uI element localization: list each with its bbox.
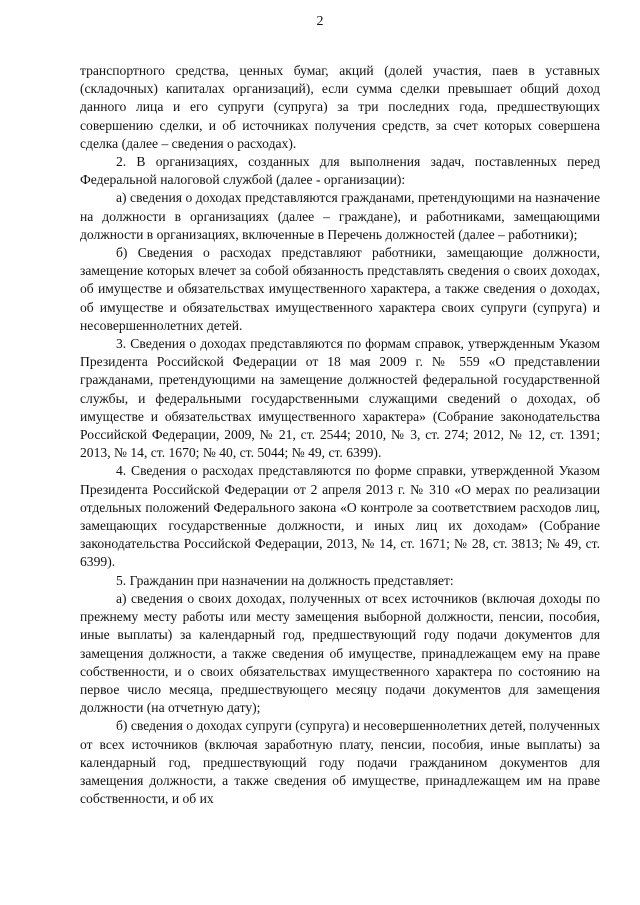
paragraph-item-5a: а) сведения о своих доходах, полученных от всех источников (включая доходы по прежнему месту работы или месту замещения выборной должности, пенсии, пособия, иные выплаты) за календарный год, предшествующий году подачи документов для замещения должности, а также сведения об имуществе, принадлежащем ему на праве собственности, и о своих обязательствах имущественного характера по состоянию на первое число месяца, предшествующего месяцу подачи документов для замещения должности (на отчетную дату);: [80, 590, 600, 716]
document-body: [80, 62, 600, 808]
paragraph-item-2: 2. В организациях, созданных для выполнения задач, поставленных перед Федеральной налоговой службой (далее - организации):: [80, 154, 600, 188]
paragraph-item-3: 3. Сведения о доходах представляются по формам справок, утвержденным Указом Президента Российской Федерации от 18 мая 2009 г. № 559 «О представлении гражданами, претендующими на замещение должностей федеральной государственной службы, и федеральными государственными служащими сведений о доходах, об имуществе и обязательствах имущественного характера» (Собрание законодательства Российской Федерации, 2009, № 21, ст. 2544; 2010, № 3, ст. 274; 2012, № 12, ст. 1391; 2013, № 14, ст. 1670; № 40, ст. 5044; № 49, ст. 6399).: [80, 336, 600, 461]
paragraph-item-5b: б) сведения о доходах супруги (супруга) и несовершеннолетних детей, полученных от всех источников (включая заработную плату, пенсии, пособия, иные выплаты) за календарный год, предшествующий году подачи гражданином документов для замещения должности, а также сведения об имуществе, принадлежащем им на праве собственности, и об их: [80, 718, 600, 807]
paragraph-item-2b: б) Сведения о расходах представляют работники, замещающие должности, замещение которых влечет за собой обязанность представлять сведения о своих доходах, об имуществе и обязательствах имущественного характера, а также сведения о доходах, об имуществе и обязательствах имущественного характера своих супруги (супруга) и несовершеннолетних детей.: [80, 245, 600, 333]
paragraph-item-2a: а) сведения о доходах представляются гражданами, претендующими на назначение на должности в организациях (далее – граждане), и работниками, замещающими должности в организациях, включенные в Перечень должностей (далее – работники);: [80, 190, 600, 242]
paragraph-item-5: 5. Гражданин при назначении на должность представляет:: [116, 572, 454, 588]
paragraph-continuation: транспортного средства, ценных бумаг, акций (долей участия, паев в уставных (складочных) капиталах организаций), если сумма сделки превышает общий доход данного лица и его супруги (супруга) за три последних года, предшествующих совершению сделки, и об источниках получения средств, за счет которых совершена сделка (далее – сведения о расходах).: [80, 63, 600, 151]
paragraph-item-4: 4. Сведения о расходах представляются по форме справки, утвержденной Указом Президента Российской Федерации от 2 апреля 2013 г. № 310 «О мерах по реализации отдельных положений Федерального закона «О контроле за соответствием расходов лиц, замещающих государственные должности, и иных лиц их доходам» (Собрание законодательства Российской Федерации, 2013, № 14, ст. 1671; № 28, ст. 3813; № 49, ст. 6399).: [80, 463, 600, 570]
page-number: 2: [316, 14, 324, 29]
